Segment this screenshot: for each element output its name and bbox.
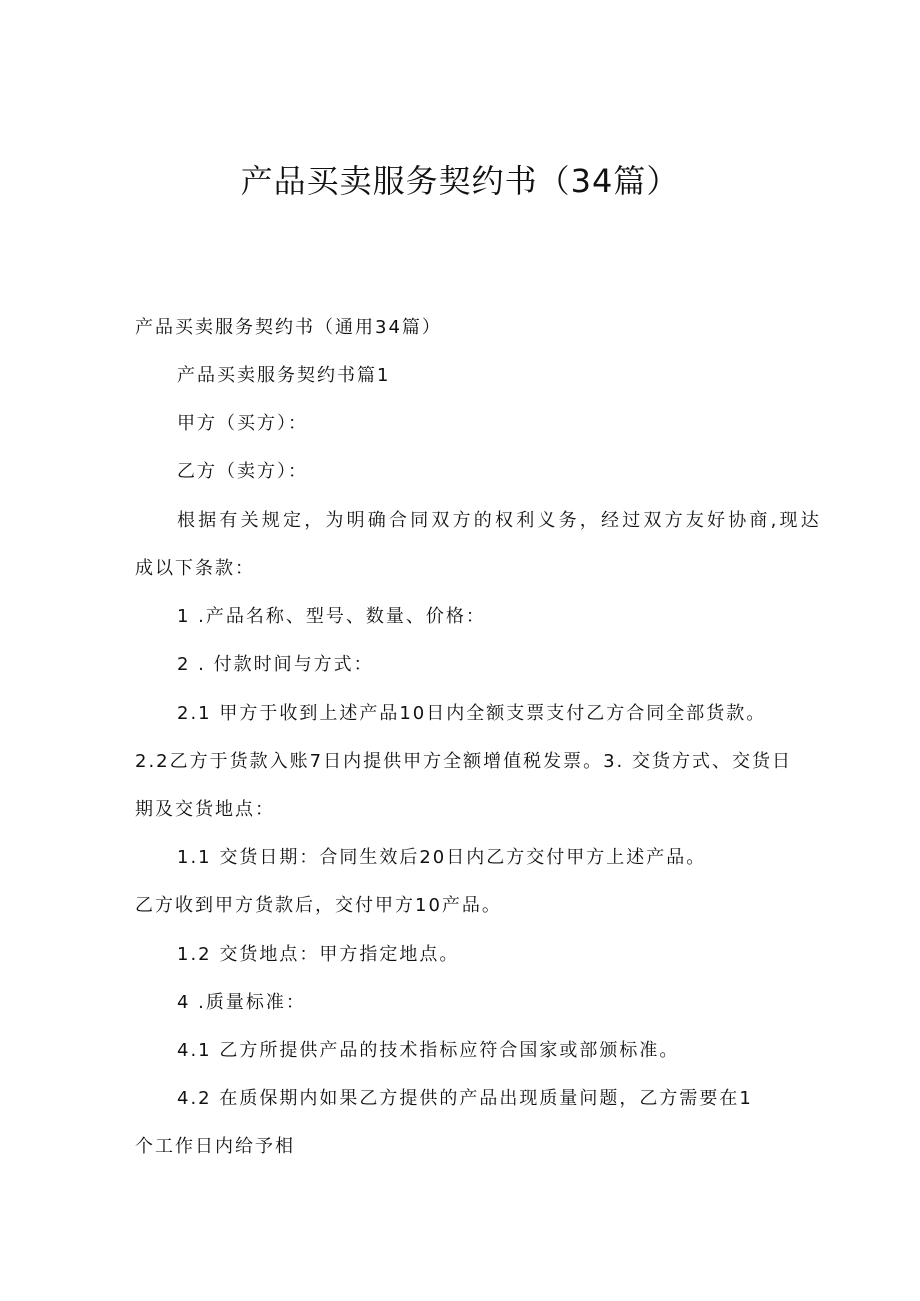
clause-1-2: 1.2 交货地点：甲方指定地点。: [177, 944, 460, 965]
party-a-line: 甲方（买方）：: [177, 413, 308, 434]
clause-1: 1 .产品名称、型号、数量、价格：: [177, 606, 486, 627]
clause-1-1: 1.1 交货日期：合同生效后20日内乙方交付甲方上述产品。: [177, 847, 707, 868]
clause-4-1: 4.1 乙方所提供产品的技术指标应符合国家或部颁标准。: [177, 1040, 680, 1061]
document-title: 产品买卖服务契约书（34篇）: [240, 162, 680, 200]
clause-2-1: 2.1 甲方于收到上述产品10日内全额支票支付乙方合同全部货款。: [177, 703, 767, 724]
party-b-line: 乙方（卖方）：: [177, 461, 308, 482]
clause-2-2-line-2: 期及交货地点：: [135, 799, 275, 820]
intro-paragraph-line-1: 根据有关规定，为明确合同双方的权利义务，经过双方友好协商,现达: [177, 510, 822, 531]
clause-2-2-line-1: 2.2乙方于货款入账7日内提供甲方全额增值税发票。3. 交货方式、交货日: [135, 751, 792, 772]
clause-4-2-line-2: 个工作日内给予相: [135, 1136, 295, 1157]
document-subtitle: 产品买卖服务契约书（通用34篇）: [135, 317, 442, 338]
intro-paragraph-line-2: 成以下条款：: [135, 558, 255, 579]
clause-1-1-continuation: 乙方收到甲方货款后，交付甲方10产品。: [135, 895, 502, 916]
clause-4-2-line-1: 4.2 在质保期内如果乙方提供的产品出现质量问题，乙方需要在1: [177, 1088, 753, 1109]
clause-2: 2 . 付款时间与方式：: [177, 654, 374, 675]
clause-4: 4 .质量标准：: [177, 992, 306, 1013]
section-heading: 产品买卖服务契约书篇1: [177, 365, 391, 386]
